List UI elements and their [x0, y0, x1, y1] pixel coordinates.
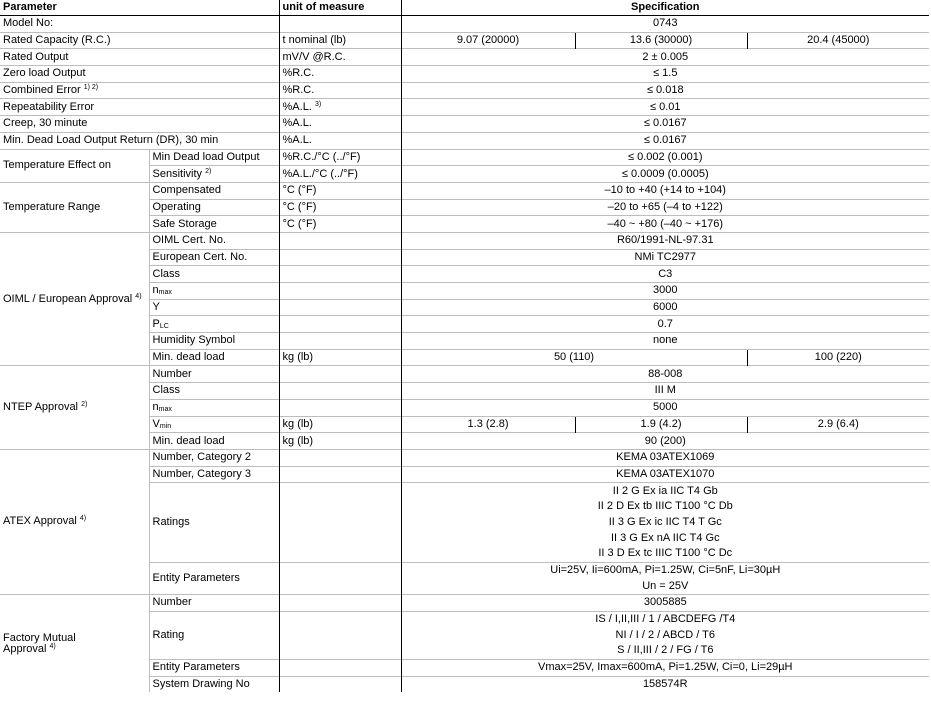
row-unit: [279, 466, 401, 483]
table-row: [0, 116, 929, 133]
row-spec: 20.4 (45000): [747, 32, 929, 49]
row-unit: %R.C.: [279, 82, 401, 99]
row-spec: ≤ 0.018: [401, 82, 929, 99]
row-unit: [279, 316, 401, 333]
sub-label: European Cert. No.: [149, 249, 279, 266]
row-spec: 0.7: [401, 316, 929, 333]
row-unit: %A.L.: [279, 116, 401, 133]
row-unit: [279, 266, 401, 283]
row-spec: 100 (220): [747, 349, 929, 366]
row-unit: [279, 299, 401, 316]
sub-label: OIML Cert. No.: [149, 232, 279, 249]
row-spec: 2.9 (6.4): [747, 416, 929, 433]
row-spec: 5000: [401, 399, 929, 416]
row-unit-text: %A.L.: [282, 100, 312, 113]
sub-label: Class: [149, 266, 279, 283]
table-row: [0, 99, 929, 116]
symbol-base: n: [152, 401, 159, 414]
row-spec: C3: [401, 266, 929, 283]
sub-label: Compensated: [149, 182, 279, 199]
row-unit: [279, 399, 401, 416]
row-spec: R60/1991-NL-97.31: [401, 232, 929, 249]
table-row: [0, 232, 929, 249]
sub-label: Number: [149, 366, 279, 383]
entity-line: Ui=25V, Ii=600mA, Pi=1.25W, Ci=5nF, Li=30µH: [401, 562, 929, 578]
symbol-base: n: [152, 284, 159, 297]
rating-line: IS / I,II,III / 1 / ABCDEFG /T4: [401, 611, 929, 627]
row-spec: 90 (200): [401, 433, 929, 450]
row-spec: ≤ 1.5: [401, 66, 929, 83]
sub-label: Number, Category 3: [149, 466, 279, 483]
rating-line: II 3 G Ex nA IIC T4 Gc: [401, 530, 929, 546]
row-spec: 158574R: [401, 676, 929, 692]
row-unit: [279, 232, 401, 249]
row-unit: %A.L./°C (../°F): [279, 166, 401, 183]
footnote-ref: 4): [79, 515, 87, 523]
table-row: [0, 82, 929, 99]
row-spec: ≤ 0.0167: [401, 116, 929, 133]
group-label-text: OIML / European Approval: [3, 292, 133, 305]
group-label-text: Factory Mutual: [3, 631, 76, 644]
group-label-atex: [0, 449, 149, 594]
rating-line: S / II,III / 2 / FG / T6: [401, 643, 929, 659]
row-unit: [279, 449, 401, 466]
symbol-base: P: [152, 317, 160, 330]
row-spec: ≤ 0.0167: [401, 132, 929, 149]
row-unit: [279, 595, 401, 612]
sub-label: Class: [149, 383, 279, 400]
row-spec: III M: [401, 383, 929, 400]
rating-line: II 2 G Ex ia IIC T4 Gb: [401, 483, 929, 499]
header-row: [0, 0, 929, 16]
sub-label: [149, 166, 279, 183]
row-label: [0, 82, 279, 99]
row-label: Rated Capacity (R.C.): [0, 32, 279, 49]
sub-label: System Drawing No: [149, 676, 279, 692]
table-row: [0, 149, 929, 166]
row-unit: °C (°F): [279, 216, 401, 233]
table-row: [0, 32, 929, 49]
sub-label-nmax: [149, 283, 279, 300]
row-unit: °C (°F): [279, 182, 401, 199]
group-label-text: Approval: [3, 642, 47, 655]
row-label: Rated Output: [0, 49, 279, 66]
row-spec: 88-008: [401, 366, 929, 383]
row-unit: [279, 611, 401, 659]
footnote-ref: 3): [314, 100, 322, 108]
symbol-base: V: [152, 417, 160, 430]
footnote-ref: 1) 2): [83, 84, 99, 92]
row-spec: ≤ 0.0009 (0.0005): [401, 166, 929, 183]
row-label-text: Combined Error: [3, 84, 81, 97]
sub-label: Humidity Symbol: [149, 333, 279, 350]
row-spec: Vmax=25V, Imax=600mA, Pi=1.25W, Ci=0, Li=29µH: [401, 659, 929, 676]
row-spec: NMi TC2977: [401, 249, 929, 266]
table-row: [0, 66, 929, 83]
header-specification: Specification: [401, 0, 929, 16]
group-label-ntep: [0, 366, 149, 449]
row-unit: kg (lb): [279, 349, 401, 366]
row-label: Zero load Output: [0, 66, 279, 83]
row-unit: mV/V @R.C.: [279, 49, 401, 66]
group-label-text: ATEX Approval: [3, 515, 77, 528]
row-spec: KEMA 03ATEX1070: [401, 466, 929, 483]
sub-label: Min Dead load Output: [149, 149, 279, 166]
row-spec: 1.9 (4.2): [575, 416, 747, 433]
table-row: [0, 366, 929, 383]
table-row: [0, 132, 929, 149]
row-label: Model No:: [0, 16, 279, 33]
row-unit: kg (lb): [279, 433, 401, 450]
rating-line: NI / I / 2 / ABCD / T6: [401, 627, 929, 643]
row-spec: none: [401, 333, 929, 350]
sub-label: Entity Parameters: [149, 659, 279, 676]
row-unit: [279, 283, 401, 300]
header-parameter: Parameter: [0, 0, 279, 16]
row-spec: –20 to +65 (–4 to +122): [401, 199, 929, 216]
group-label-factory-mutual: [0, 595, 149, 693]
row-unit: [279, 659, 401, 676]
sub-label: Number: [149, 595, 279, 612]
group-label-oiml: [0, 232, 149, 366]
table-row: [0, 16, 929, 33]
row-spec: 2 ± 0.005: [401, 49, 929, 66]
sub-label: Operating: [149, 199, 279, 216]
row-spec: KEMA 03ATEX1069: [401, 449, 929, 466]
group-label-temperature-range: Temperature Range: [0, 182, 149, 232]
row-unit: kg (lb): [279, 416, 401, 433]
sub-label-plc: [149, 316, 279, 333]
row-unit: [279, 366, 401, 383]
row-unit: %A.L.: [279, 132, 401, 149]
rating-line: II 3 D Ex tc IIIC T100 °C Dc: [401, 546, 929, 562]
header-unit: unit of measure: [279, 0, 401, 16]
row-unit: [279, 483, 401, 562]
row-spec: 50 (110): [401, 349, 747, 366]
row-spec: 0743: [401, 16, 929, 33]
row-unit: [279, 383, 401, 400]
row-spec: 1.3 (2.8): [401, 416, 575, 433]
row-spec: 3000: [401, 283, 929, 300]
symbol-subscript: LC: [159, 322, 169, 330]
table-row: [0, 449, 929, 466]
symbol-subscript: max: [158, 406, 172, 414]
group-label-temperature-effect: Temperature Effect on: [0, 149, 149, 182]
row-label: Min. Dead Load Output Return (DR), 30 min: [0, 132, 279, 149]
row-unit: t nominal (lb): [279, 32, 401, 49]
group-label-text: NTEP Approval: [3, 401, 79, 414]
entity-line: Un = 25V: [401, 578, 929, 594]
sub-label-text: Sensitivity: [152, 167, 203, 180]
row-unit: %R.C.: [279, 66, 401, 83]
row-unit: °C (°F): [279, 199, 401, 216]
row-unit: [279, 99, 401, 116]
row-spec: –40 ~ +80 (–40 ~ +176): [401, 216, 929, 233]
sub-label: Entity Parameters: [149, 562, 279, 594]
footnote-ref: 2): [81, 401, 88, 409]
table-row: [0, 595, 929, 612]
sub-label: Min. dead load: [149, 349, 279, 366]
row-spec: 3005885: [401, 595, 929, 612]
row-unit: [279, 562, 401, 594]
sub-label-nmax: [149, 399, 279, 416]
row-unit: [279, 16, 401, 33]
row-label: Repeatability Error: [0, 99, 279, 116]
sub-label: Ratings: [149, 483, 279, 562]
row-label: Creep, 30 minute: [0, 116, 279, 133]
row-unit: [279, 249, 401, 266]
rating-line: II 3 G Ex ic IIC T4 T Gc: [401, 515, 929, 531]
rating-line: II 2 D Ex tb IIIC T100 °C Db: [401, 499, 929, 515]
symbol-subscript: min: [159, 422, 172, 430]
row-unit: [279, 676, 401, 692]
row-unit: [279, 333, 401, 350]
row-spec: 6000: [401, 299, 929, 316]
sub-label: Safe Storage: [149, 216, 279, 233]
sub-label: Rating: [149, 611, 279, 659]
row-spec: ≤ 0.002 (0.001): [401, 149, 929, 166]
footnote-ref: 2): [205, 167, 212, 175]
sub-label: Number, Category 2: [149, 449, 279, 466]
table-row: [0, 49, 929, 66]
row-spec: 13.6 (30000): [575, 32, 747, 49]
table-row: [0, 182, 929, 199]
sub-label-vmin: [149, 416, 279, 433]
footnote-ref: 4): [49, 642, 56, 650]
symbol-subscript: max: [158, 289, 172, 297]
row-spec: –10 to +40 (+14 to +104): [401, 182, 929, 199]
row-spec: 9.07 (20000): [401, 32, 575, 49]
sub-label: Min. dead load: [149, 433, 279, 450]
footnote-ref: 4): [135, 292, 142, 300]
row-unit: %R.C./°C (../°F): [279, 149, 401, 166]
sub-label: Y: [149, 299, 279, 316]
row-spec: ≤ 0.01: [401, 99, 929, 116]
